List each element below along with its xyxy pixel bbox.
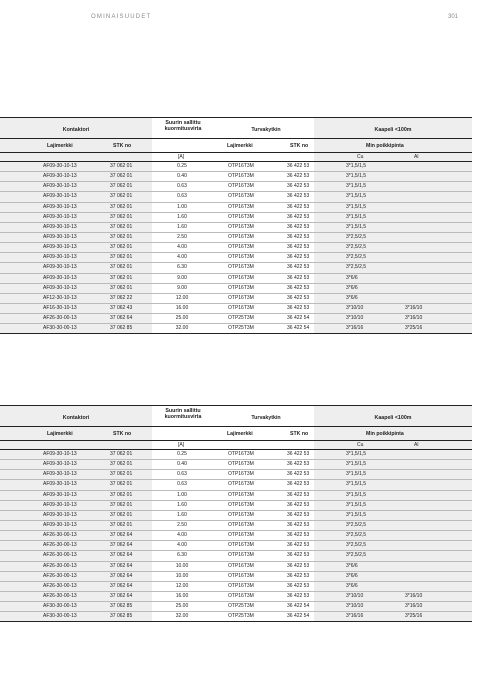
switch-stk-cell: 36 422 53 [287,481,310,488]
table-row [0,171,472,181]
contactor-type-cell: AF26-30-00-13 [43,592,77,599]
switch-stk-cell: 36 422 53 [287,294,310,301]
turvakytkin-heading: Turvakytkin [251,415,281,421]
cable-al-cell: 3*25/16 [405,613,423,620]
contactor-type-cell: AF30-30-00-13 [43,325,77,332]
kaapeli-heading: Kaapeli <100m [374,415,412,421]
switch-stk-cell: 36 422 53 [287,213,310,220]
cable-cu-cell: 3*10/10 [346,592,364,599]
max-current-cell: 10.00 [175,572,189,579]
contactor-type-cell: AF12-30-10-13 [43,294,77,301]
contactor-type-cell: AF09-30-10-13 [43,193,77,200]
switch-stk-cell: 36 422 53 [287,461,310,468]
contactor-stk-cell: 37 062 85 [110,325,133,332]
table-row [0,591,472,601]
table-row [0,601,472,611]
switch-type-cell: OTP16T3M [228,542,254,549]
contactor-type-cell: AF26-30-00-13 [43,552,77,559]
switch-stk-cell: 36 422 53 [287,203,310,210]
cable-cu-cell: 3*10/10 [346,603,364,610]
switch-stk-cell: 36 422 53 [287,592,310,599]
max-current-cell: 0.63 [177,481,187,488]
table-row [0,202,472,212]
switch-stk-cell: 36 422 53 [287,572,310,579]
max-current-cell: 0.40 [177,173,187,180]
max-current-cell: 25.00 [175,315,189,322]
cable-cu-cell: 3*2,5/2,5 [346,254,367,261]
contactor-type-cell: AF09-30-10-13 [43,173,77,180]
max-current-cell: 4.00 [177,532,187,539]
cable-cu-cell: 3*10/10 [346,315,364,322]
table-row [0,510,472,520]
contactor-stk-cell: 37 062 01 [110,501,133,508]
lajimerkki-heading: Lajimerkki [47,143,73,149]
switch-stk-cell: 36 422 53 [287,532,310,539]
table-row [0,303,472,313]
contactor-stk-cell: 37 062 01 [110,163,133,169]
stk-no-heading: STK no [290,143,309,149]
switch-type-cell: OTP25T3M [228,315,254,322]
cable-cu-cell: 3*1,5/1,5 [346,193,367,200]
cable-cu-cell: 3*2,5/2,5 [346,233,367,240]
turvakytkin-heading: Turvakytkin [251,127,281,133]
switch-stk-cell: 36 422 53 [287,521,310,528]
max-current-cell: 1.60 [177,213,187,220]
max-current-cell: 0.40 [177,461,187,468]
switch-type-cell: OTP25T3M [228,325,254,332]
table-row [0,262,472,272]
contactor-type-cell: AF26-30-00-13 [43,562,77,569]
switch-stk-cell: 36 422 53 [287,173,310,180]
contactor-stk-cell: 37 062 01 [110,451,133,457]
max-current-cell: 4.00 [177,254,187,261]
contactor-stk-cell: 37 062 01 [110,491,133,498]
lajimerkki-heading: Lajimerkki [227,431,253,437]
switch-stk-cell: 36 422 54 [287,613,310,620]
contactor-stk-cell: 37 062 01 [110,471,133,478]
max-current-cell: 32.00 [175,613,189,620]
switch-stk-cell: 36 422 53 [287,284,310,291]
cable-cu-cell: 3*1,5/1,5 [346,173,367,180]
max-current-cell: 0.25 [177,163,187,169]
kontaktori-heading: Kontaktori [62,127,90,133]
contactor-type-cell: AF09-30-10-13 [43,461,77,468]
cable-al-cell: 3*25/16 [405,325,423,332]
switch-type-cell: OTP16T3M [228,481,254,488]
contactor-type-cell: AF09-30-10-13 [43,203,77,210]
unit-label: [A] [178,154,185,160]
table-row [0,161,472,171]
switch-type-cell: OTP16T3M [228,501,254,508]
contactor-stk-cell: 37 062 01 [110,213,133,220]
contactor-stk-cell: 37 062 01 [110,173,133,180]
contactor-stk-cell: 37 062 64 [110,542,133,549]
cable-cu-cell: 3*1,5/1,5 [346,183,367,190]
switch-type-cell: OTP25T3M [228,613,254,620]
section-title: OMINAISUUDET [91,14,152,20]
contactor-stk-cell: 37 062 01 [110,461,133,468]
max-current-cell: 1.00 [177,491,187,498]
page-number: 301 [447,14,458,20]
contactor-type-cell: AF09-30-10-13 [43,481,77,488]
switch-type-cell: OTP16T3M [228,294,254,301]
switch-type-cell: OTP16T3M [228,254,254,261]
switch-stk-cell: 36 422 53 [287,552,310,559]
cable-cu-cell: 3*1,5/1,5 [346,501,367,508]
switch-type-cell: OTP16T3M [228,572,254,579]
cable-cu-cell: 3*2,5/2,5 [346,552,367,559]
table-bottom-rule [0,621,472,622]
kaapeli-heading: Kaapeli <100m [374,127,412,133]
table-body [0,449,472,621]
table-row [0,540,472,550]
contactor-type-cell: AF09-30-10-13 [43,163,77,169]
contactor-type-cell: AF09-30-10-13 [43,501,77,508]
table-row [0,490,472,500]
switch-type-cell: OTP25T3M [228,603,254,610]
contactor-type-cell: AF09-30-10-13 [43,521,77,528]
table-row [0,500,472,510]
switch-stk-cell: 36 422 53 [287,223,310,230]
switch-stk-cell: 36 422 53 [287,304,310,311]
contactor-stk-cell: 37 062 01 [110,511,133,518]
cable-cu-cell: 3*1,5/1,5 [346,471,367,478]
cu-label: Cu [357,442,364,448]
contactor-type-cell: AF09-30-10-13 [43,213,77,220]
contactor-table-2 [0,405,472,622]
table-row [0,191,472,201]
contactor-stk-cell: 37 062 01 [110,284,133,291]
contactor-type-cell: AF09-30-10-13 [43,284,77,291]
switch-type-cell: OTP16T3M [228,562,254,569]
table-row [0,222,472,232]
max-current-cell: 0.25 [177,451,187,457]
contactor-stk-cell: 37 062 01 [110,233,133,240]
contactor-stk-cell: 37 062 01 [110,481,133,488]
contactor-type-cell: AF26-30-00-13 [43,542,77,549]
max-current-cell: 10.00 [175,562,189,569]
cable-cu-cell: 3*6/6 [346,582,358,589]
switch-type-cell: OTP16T3M [228,521,254,528]
switch-type-cell: OTP16T3M [228,582,254,589]
max-current-cell: 25.00 [175,603,189,610]
max-current-cell: 2.50 [177,233,187,240]
cable-cu-cell: 3*1,5/1,5 [346,511,367,518]
switch-type-cell: OTP16T3M [228,193,254,200]
contactor-stk-cell: 37 062 22 [110,294,133,301]
stk-no-heading: STK no [290,431,309,437]
contactor-stk-cell: 37 062 64 [110,582,133,589]
max-current-cell: 1.60 [177,501,187,508]
contactor-type-cell: AF09-30-10-13 [43,451,77,457]
table-bottom-rule [0,333,472,334]
cable-cu-cell: 3*6/6 [346,562,358,569]
switch-stk-cell: 36 422 53 [287,501,310,508]
contactor-stk-cell: 37 062 64 [110,552,133,559]
switch-stk-cell: 36 422 54 [287,603,310,610]
table-row [0,530,472,540]
contactor-stk-cell: 37 062 64 [110,562,133,569]
cable-cu-cell: 3*1,5/1,5 [346,451,367,457]
switch-type-cell: OTP16T3M [228,532,254,539]
table-row [0,293,472,303]
contactor-type-cell: AF30-30-00-13 [43,613,77,620]
cable-al-cell: 3*16/10 [405,315,423,322]
switch-stk-cell: 36 422 53 [287,562,310,569]
max-current-cell: 9.00 [177,284,187,291]
contactor-stk-cell: 37 062 01 [110,203,133,210]
contactor-type-cell: AF26-30-00-13 [43,315,77,322]
switch-stk-cell: 36 422 53 [287,254,310,261]
table-row [0,581,472,591]
switch-type-cell: OTP16T3M [228,491,254,498]
max-current-cell: 0.63 [177,193,187,200]
switch-stk-cell: 36 422 53 [287,511,310,518]
cable-al-cell: 3*16/10 [405,592,423,599]
contactor-type-cell: AF30-30-00-13 [43,603,77,610]
cable-cu-cell: 3*10/10 [346,304,364,311]
cable-cu-cell: 3*1,5/1,5 [346,491,367,498]
contactor-stk-cell: 37 062 01 [110,274,133,281]
table-row [0,459,472,469]
al-label: Al [414,154,419,160]
switch-type-cell: OTP16T3M [228,304,254,311]
table-row [0,283,472,293]
contactor-table-1 [0,117,472,334]
switch-stk-cell: 36 422 53 [287,244,310,251]
stk-no-heading: STK no [113,431,132,437]
max-current-heading: Suurin sallittu kuormitusvirta [164,120,202,132]
max-current-heading: Suurin sallittu kuormitusvirta [164,408,202,420]
switch-stk-cell: 36 422 53 [287,233,310,240]
switch-stk-cell: 36 422 53 [287,451,310,457]
max-current-cell: 12.00 [175,582,189,589]
switch-type-cell: OTP16T3M [228,274,254,281]
cable-cu-cell: 3*16/16 [346,325,364,332]
table-row [0,252,472,262]
table-unit-header [0,440,472,449]
max-current-cell: 9.00 [177,274,187,281]
cable-cu-cell: 3*2,5/2,5 [346,264,367,271]
max-current-cell: 12.00 [175,294,189,301]
switch-type-cell: OTP16T3M [228,284,254,291]
cable-cu-cell: 3*2,5/2,5 [346,244,367,251]
max-current-cell: 2.50 [177,521,187,528]
contactor-stk-cell: 37 062 64 [110,315,133,322]
max-current-cell: 4.00 [177,542,187,549]
max-current-cell: 0.63 [177,471,187,478]
cable-al-cell: 3*16/10 [405,304,423,311]
contactor-type-cell: AF26-30-00-13 [43,572,77,579]
table-row [0,561,472,571]
table-row [0,242,472,252]
contactor-type-cell: AF09-30-10-13 [43,511,77,518]
contactor-stk-cell: 37 062 01 [110,254,133,261]
max-current-cell: 1.00 [177,203,187,210]
switch-type-cell: OTP16T3M [228,173,254,180]
contactor-stk-cell: 37 062 01 [110,183,133,190]
contactor-stk-cell: 37 062 01 [110,521,133,528]
cable-cu-cell: 3*1,5/1,5 [346,213,367,220]
table-group-header [0,406,472,426]
lajimerkki-heading: Lajimerkki [47,431,73,437]
cu-label: Cu [357,154,364,160]
switch-type-cell: OTP16T3M [228,203,254,210]
contactor-stk-cell: 37 062 85 [110,613,133,620]
table-row [0,181,472,191]
contactor-type-cell: AF09-30-10-13 [43,183,77,190]
switch-stk-cell: 36 422 53 [287,193,310,200]
table-column-header [0,138,472,152]
table-row [0,479,472,489]
contactor-stk-cell: 37 062 64 [110,592,133,599]
max-current-cell: 16.00 [175,592,189,599]
contactor-type-cell: AF26-30-00-13 [43,532,77,539]
lajimerkki-heading: Lajimerkki [227,143,253,149]
switch-type-cell: OTP16T3M [228,183,254,190]
table-unit-header [0,152,472,161]
contactor-type-cell: AF09-30-10-13 [43,254,77,261]
cable-cu-cell: 3*16/16 [346,613,364,620]
switch-type-cell: OTP16T3M [228,163,254,169]
contactor-type-cell: AF09-30-10-13 [43,233,77,240]
al-label: Al [414,442,419,448]
table-row [0,449,472,459]
switch-stk-cell: 36 422 53 [287,183,310,190]
contactor-type-cell: AF09-30-10-13 [43,223,77,230]
table-column-header [0,426,472,440]
switch-type-cell: OTP16T3M [228,233,254,240]
switch-stk-cell: 36 422 53 [287,264,310,271]
kontaktori-heading: Kontaktori [62,415,90,421]
switch-stk-cell: 36 422 53 [287,471,310,478]
min-poikkipinta-heading: Min poikkipinta [366,431,404,437]
contactor-stk-cell: 37 062 01 [110,223,133,230]
table-row [0,232,472,242]
cable-cu-cell: 3*2,5/2,5 [346,521,367,528]
max-current-cell: 1.60 [177,223,187,230]
max-current-cell: 1.60 [177,511,187,518]
switch-stk-cell: 36 422 53 [287,163,310,169]
switch-stk-cell: 36 422 53 [287,274,310,281]
contactor-stk-cell: 37 062 85 [110,603,133,610]
table-row [0,611,472,621]
table-row [0,520,472,530]
switch-stk-cell: 36 422 53 [287,491,310,498]
cable-cu-cell: 3*6/6 [346,572,358,579]
switch-stk-cell: 36 422 53 [287,582,310,589]
contactor-type-cell: AF09-30-10-13 [43,491,77,498]
switch-type-cell: OTP16T3M [228,471,254,478]
switch-type-cell: OTP16T3M [228,223,254,230]
contactor-stk-cell: 37 062 01 [110,244,133,251]
cable-cu-cell: 3*1,5/1,5 [346,203,367,210]
contactor-stk-cell: 37 062 01 [110,264,133,271]
max-current-cell: 6.30 [177,264,187,271]
switch-type-cell: OTP16T3M [228,461,254,468]
cable-cu-cell: 3*6/6 [346,294,358,301]
table-row [0,550,472,560]
max-current-cell: 16.00 [175,304,189,311]
contactor-type-cell: AF09-30-10-13 [43,264,77,271]
cable-cu-cell: 3*2,5/2,5 [346,532,367,539]
table-row [0,571,472,581]
switch-stk-cell: 36 422 53 [287,542,310,549]
table-row [0,313,472,323]
switch-type-cell: OTP16T3M [228,552,254,559]
contactor-stk-cell: 37 062 01 [110,193,133,200]
contactor-type-cell: AF26-30-00-13 [43,582,77,589]
table-group-header [0,118,472,138]
switch-type-cell: OTP16T3M [228,592,254,599]
table-row [0,469,472,479]
max-current-cell: 32.00 [175,325,189,332]
cable-al-cell: 3*16/10 [405,603,423,610]
unit-label: [A] [178,442,185,448]
switch-type-cell: OTP16T3M [228,213,254,220]
contactor-type-cell: AF09-30-10-13 [43,274,77,281]
min-poikkipinta-heading: Min poikkipinta [366,143,404,149]
cable-cu-cell: 3*6/6 [346,274,358,281]
cable-cu-cell: 3*6/6 [346,284,358,291]
contactor-type-cell: AF16-30-10-13 [43,304,77,311]
cable-cu-cell: 3*1,5/1,5 [346,461,367,468]
contactor-type-cell: AF09-30-10-13 [43,471,77,478]
switch-type-cell: OTP16T3M [228,451,254,457]
max-current-cell: 6.30 [177,552,187,559]
cable-cu-cell: 3*2,5/2,5 [346,542,367,549]
contactor-type-cell: AF09-30-10-13 [43,244,77,251]
stk-no-heading: STK no [113,143,132,149]
contactor-stk-cell: 37 062 43 [110,304,133,311]
table-row [0,212,472,222]
switch-type-cell: OTP16T3M [228,511,254,518]
cable-cu-cell: 3*1,5/1,5 [346,481,367,488]
table-row [0,323,472,333]
max-current-cell: 4.00 [177,244,187,251]
contactor-stk-cell: 37 062 64 [110,572,133,579]
contactor-stk-cell: 37 062 64 [110,532,133,539]
switch-stk-cell: 36 422 54 [287,315,310,322]
table-row [0,273,472,283]
switch-type-cell: OTP16T3M [228,264,254,271]
cable-cu-cell: 3*1,5/1,5 [346,223,367,230]
switch-type-cell: OTP16T3M [228,244,254,251]
switch-stk-cell: 36 422 54 [287,325,310,332]
table-body [0,161,472,333]
cable-cu-cell: 3*1,5/1,5 [346,163,367,169]
max-current-cell: 0.63 [177,183,187,190]
